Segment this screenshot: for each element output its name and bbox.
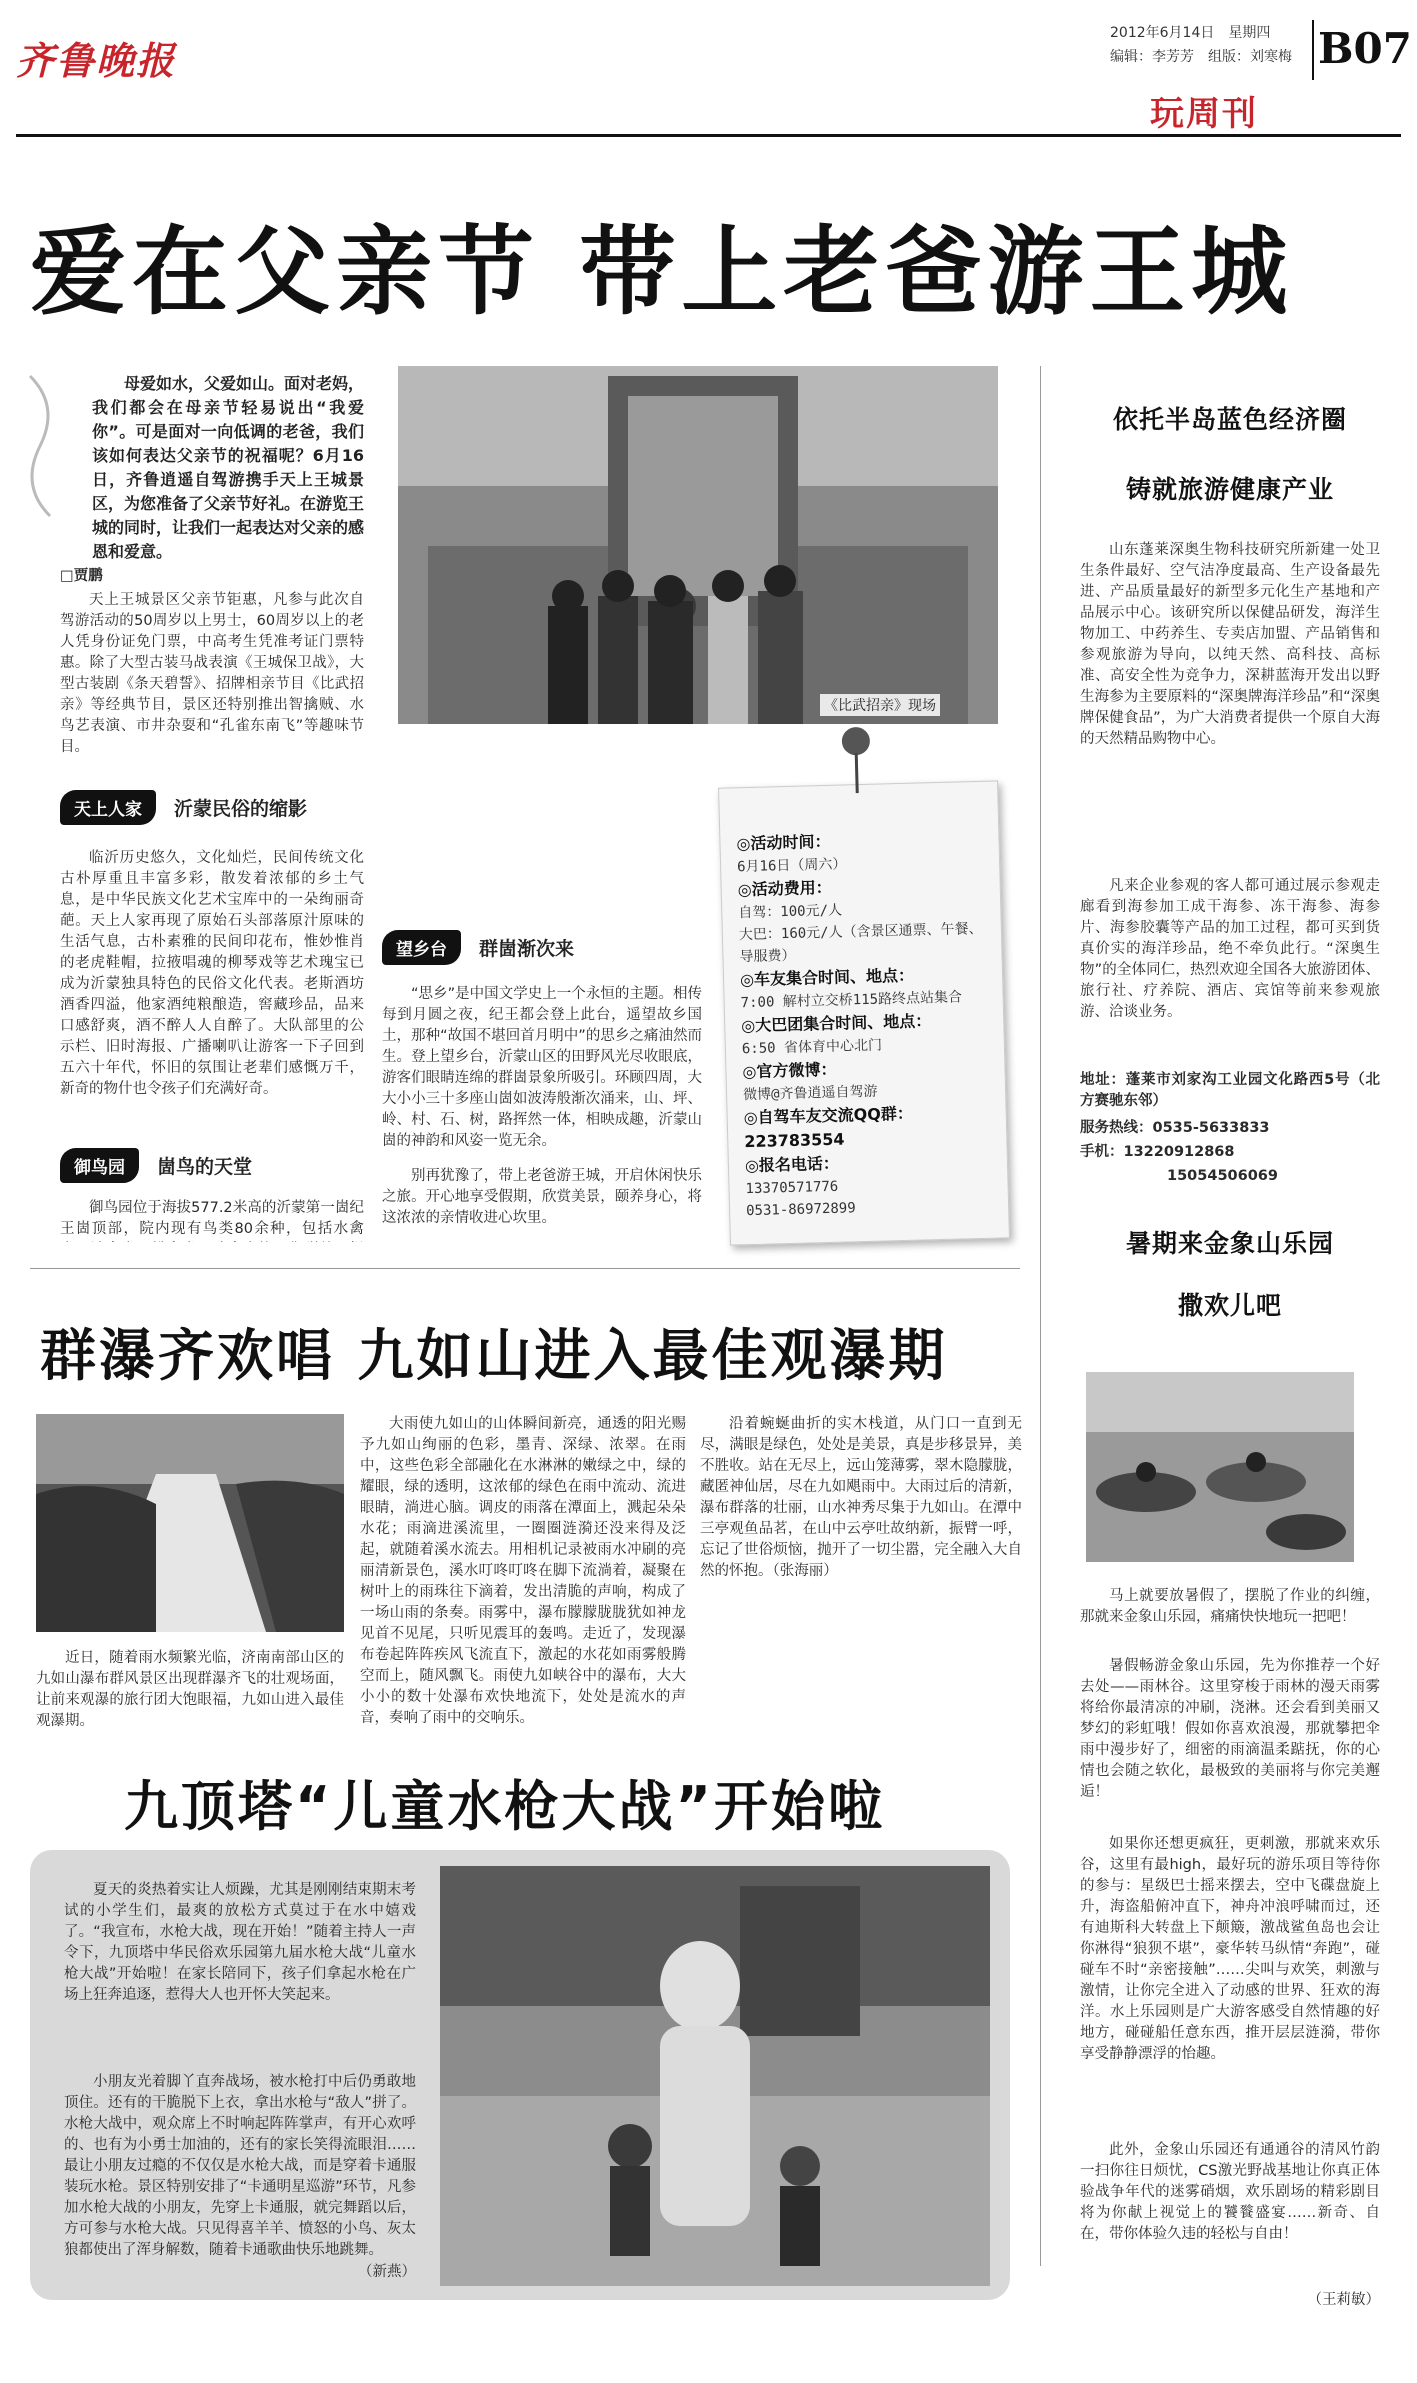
phone-heading: ◎报名电话： — [744, 1153, 840, 1176]
waterfall-text-2: 大雨使九如山的山体瞬间新亮，通透的阳光赐予九如山绚丽的色彩，墨青、深绿、浓翠。在雨中，这些色彩全部融化在水淋淋的嫩绿之中，绿的耀眼，绿的透明，这浓郁的绿色在雨中流动、流进眼睛，淌进心脑。调皮的雨落在潭面上，溅起朵朵水花；雨滴进溪流里，一圈圈涟漪还没来得及泛起，就随着溪水流去。用相机记录被雨水冲刷的亮丽清新景色，溪水叮咚叮咚在脚下流淌着，凝聚在树叶上的雨珠往下滴着，发出清脆的声响，构成了一场山雨的条奏。雨雾中，瀑布朦朦胧胧犹如神龙见首不见尾，只听见震耳的轰鸣。走近了，发现瀑布卷起阵阵疾风飞流直下，激起的水花如雨雾般腾空而上，随风飘飞。雨使九如峡谷中的瀑布，大大小小的数十处瀑布欢快地流下，处处是流水的声音，奏响了雨中的交响乐。 — [360, 1416, 686, 1726]
sidebar2-byline: （王莉敏） — [1307, 2292, 1380, 2308]
sidebar2-para-2: 暑假畅游金象山乐园，先为你推荐一个好去处——雨林谷。这里穿梭于雨林的漫天雨雾将给你最清凉的冲刷，浇淋。还会看到美丽又梦幻的彩虹哦！假如你喜欢浪漫，那就攀把伞雨中漫步好了，细密的雨滴温柔踮抚，你的心情也会随之软化，最极致的美丽将与你完美邂逅！ — [1080, 1658, 1380, 1800]
sidebar1-para-2: 凡来企业参观的客人都可通过展示参观走廊看到海参加工成干海参、冻干海参、海参片、海参胶囊等产品的加工过程，都可买到货真价实的海洋珍品，绝不牵负此行。“深奥生物”的全体同仁，热烈欢迎全国各大旅游团体、旅行社、疗养院、酒店、宾馆等前来参观旅游、洽谈业务。 — [1080, 878, 1380, 1020]
newspaper-masthead: 齐鲁晚报 — [16, 38, 177, 83]
fee-bus: 大巴：160元/人（含景区通票、午餐、导服费） — [738, 920, 983, 966]
main-byline: □贾鹏 — [60, 568, 103, 584]
sidebar1-mobile-1: 手机：13220912868 — [1080, 1144, 1235, 1160]
lead-paragraph: 母爱如水，父爱如山。面对老妈，我们都会在母亲节轻易说出“我爱你”。可是面对一向低调的老爸，我们该如何表达父亲节的祝福呢？6月16日，齐鲁逍遥自驾游携手天上王城景区，为您准备了父亲节好礼。在游览王城的同时，让我们一起表达对父亲的感恩和爱意。 — [92, 374, 365, 561]
section-divider — [30, 1268, 1020, 1269]
section3-text: “思乡”是中国文学史上一个永恒的主题。相传每到月圆之夜，纪王都会登上此台，遥望故乡国土，那种“故国不堪回首月明中”的思乡之痛油然而生。登上望乡台，沂蒙山区的田野风光尽收眼底，游客们眼睛连绵的群崮景象所吸引。环顾四周，大大小小三十多座山崮如波涛般渐次涌来，山、坪、岭、村、石、树，路挥然一体，相映成趣，沂蒙山崮的神韵和风姿一览无余。 — [382, 986, 702, 1149]
weibo-heading: ◎官方微博： — [742, 1059, 837, 1082]
watergun-photo — [440, 1866, 990, 2286]
section-tag-wangxiang — [382, 930, 574, 965]
watergun-byline: （新燕） — [358, 2264, 416, 2280]
section2-text-a: 御鸟园位于海拔577.2米高的沂蒙第一崮纪王崮顶部，院内现有鸟类80余种，包括水禽 — [60, 1200, 364, 1237]
sidebar1-title-2: 铸就旅游健康产业 — [1125, 475, 1334, 504]
sidebar1-mobile-2: 15054506069 — [1167, 1168, 1278, 1184]
closing-text: 别再犹豫了，带上老爸游王城，开启休闲快乐之旅。开心地享受假期，欣赏美景，颐养身心，将这浓浓的亲情收进心坎里。 — [382, 1168, 702, 1226]
header-rule — [16, 134, 1401, 137]
pushpin-icon — [835, 725, 877, 796]
lead-decoration — [20, 366, 80, 566]
watergun-headline: 九顶塔“儿童水枪大战”开始啦 — [124, 1775, 885, 1838]
waterfall-text-1: 近日，随着雨水频繁光临，济南南部山区的九如山瀑布群风景区出现群瀑齐飞的壮观场面，让前来观瀑的旅行团大饱眼福，九如山进入最佳观瀑期。 — [36, 1650, 344, 1729]
section-tag-subtitle: 群崮渐次来 — [479, 938, 575, 960]
fee-heading: ◎活动费用： — [737, 877, 832, 900]
weibo-value: 微博@齐鲁逍遥自驾游 — [742, 1083, 878, 1104]
sidebar1-para-1: 山东蓬莱深奥生物科技研究所新建一处卫生条件最好、空气洁净度最高、生产设备最先进、产品质量最好的新型多元化生产基地和产品展示中心。该研究所以保健品研发，海洋生物加工、中药养生、专卖店加盟、产品销售和参观旅游为导向，以纯天然、高科技、高标准、高安全性为竞争力，深耕蓝海开发出以野生海参为主要原料的“深奥牌海洋珍品”和“深奥牌保健食品”，为广大消费者提供一个原自大海的天然精品购物中心。 — [1080, 542, 1380, 747]
section-tag-yuniao — [60, 1148, 252, 1183]
activity-info-card — [718, 780, 1010, 1245]
editors-line: 编辑：李芳芳 组版：刘寒梅 — [1110, 49, 1292, 65]
car-meet-value: 7:00 解村立交桥115路终点站集合 — [740, 989, 963, 1012]
section-tag-subtitle: 沂蒙民俗的缩影 — [174, 798, 308, 820]
time-value: 6月16日（周六） — [736, 856, 847, 876]
sidebar1-phone: 服务热线：0535-5633833 — [1080, 1120, 1270, 1136]
header-divider — [1312, 20, 1314, 80]
waterfall-headline: 群瀑齐欢唱 九如山进入最佳观瀑期 — [40, 1324, 948, 1389]
car-meet-heading: ◎车友集合时间、地点： — [739, 965, 915, 990]
section-tag-pill: 天上人家 — [60, 790, 156, 825]
intro-paragraph: 天上王城景区父亲节钜惠，凡参与此次自驾游活动的50周岁以上男士，60周岁以上的老人凭身份证免门票，中高考生凭准考证门票特惠。除了大型古装马战表演《王城保卫战》，大型古装剧《条天碧誓》、招牌相亲节目《比武招亲》等经典节目，景区还特别推出智擒贼、水鸟艺表演、市井杂耍和“孔雀东南飞”等趣味节目。 — [60, 592, 364, 755]
watergun-para-2: 小朋友光着脚丫直奔战场，被水枪打中后仍勇敢地顶住。还有的干脆脱下上衣，拿出水枪与“敌人”拼了。水枪大战中，观众席上不时响起阵阵掌声，有开心欢呼的、也有为小勇士加油的，还有的家长笑得流眼泪……最让小朋友过瘾的不仅仅是水枪大战，而是穿着卡通服装玩水枪。景区特别安排了“卡通明星巡游”环节，凡参加水枪大战的小朋友，先穿上卡通服，就完舞蹈以后，方可参与水枪大战。只见得喜羊羊、愤怒的小鸟、灰太狼都使出了浑身解数，随着卡通歌曲快乐地跳舞。 — [64, 2074, 416, 2258]
bus-meet-value: 6:50 省体育中心北门 — [741, 1037, 883, 1058]
section-tag-subtitle: 崮鸟的天堂 — [157, 1156, 253, 1178]
phone-1: 13370571776 — [745, 1178, 839, 1198]
section-title: 玩周刊 — [1150, 94, 1258, 134]
section1-text: 临沂历史悠久，文化灿烂，民间传统文化古朴厚重且丰富多彩，散发着浓郁的乡土气息，是中华民族文化艺术宝库中的一朵绚丽奇葩。天上人家再现了原始石头部落原汁原味的生活气息，古朴素雅的民间印花布，惟妙惟肖的老虎鞋帽，拉掖唱魂的柳琴戏等艺术瑰宝已成为沂蒙独具特色的民俗文化代表。老斯酒坊酒香四溢，他家酒纯粮酿造，窖藏珍品，品来口感舒爽，酒不醉人人自醉了。大队部里的公示栏、旧时海报、广播喇叭让游客一下子回到五六十年代，怀旧的氛围让老辈们感慨万千，新奇的物什也令孩子们充满好奇。 — [60, 850, 364, 1097]
sidebar2-para-3: 如果你还想更疯狂，更刺激，那就来欢乐谷，这里有最high，最好玩的游乐项目等待你的参与：星级巴士摇来摆去，空中飞碟盘旋上升，海盗船俯冲直下，神舟冲浪呼啸而过，还有迪斯科大转盘上下颠簸，激战鲨鱼岛也会让你淋得“狼狈不堪”，豪华转马纵情“奔跑”，碰碰车不时“亲密接触”……尖叫与欢笑，刺激与激情，让你完全进入了动感的世界、狂欢的海洋。水上乐园则是广大游客感受自然情趣的好地方，碰碰船任意东西，推开层层涟漪，带你享受静静漂浮的怡趣。 — [1080, 1836, 1380, 2062]
sidebar2-para-4: 此外，金象山乐园还有通通谷的清风竹韵一扫你往日烦忧，CS激光野战基地让你真正体验战争年代的迷雾硝烟，欢乐剧场的精彩剧目将为你献上视觉上的饕餮盛宴……新奇、自在，带你体验久违的轻松与自由！ — [1080, 2142, 1380, 2242]
time-heading: ◎活动时间： — [736, 831, 831, 854]
sidebar1-title-1: 依托半岛蓝色经济圈 — [1112, 405, 1347, 434]
watergun-para-1: 夏天的炎热着实让人烦躁，尤其是刚刚结束期末考试的小学生们，最爽的放松方式莫过于在水中嬉戏了。“我宣布，水枪大战，现在开始！”随着主持人一声令下，九顶塔中华民俗欢乐园第九届水枪大战“儿童水枪大战”开始啦！在家长陪同下，孩子们拿起水枪在广场上狂奔追逐，惹得大人也开怀大笑起来。 — [64, 1882, 416, 2003]
page-number: B07 — [1318, 24, 1412, 73]
waterfall-text-3: 沿着蜿蜒曲折的实木栈道，从门口一直到无尽，满眼是绿色，处处是美景，真是步移景异，美不胜收。站在无尽上，远山笼薄雾，翠木隐朦胧，藏匿神仙居，尽在九如飓雨中。大雨过后的清新，瀑布群落的壮丽，山水神秀尽集于九如山。在潭中三亭观鱼品茗，在山中云亭吐故纳新，振臂一呼，忘记了世俗烦恼，抛开了一切尘嚣，完全融入大自然的怀抱。（张海丽） — [700, 1416, 1022, 1579]
sidebar2-title-2: 撒欢儿吧 — [1177, 1291, 1282, 1320]
section-tag-pill: 望乡台 — [382, 930, 461, 965]
waterfall-photo — [36, 1414, 344, 1632]
fee-selfdrive: 自驾：100元/人 — [738, 902, 843, 922]
sidebar2-para-1: 马上就要放暑假了，摆脱了作业的纠缠，那就来金象山乐园，痛痛快快地玩一把吧！ — [1080, 1588, 1380, 1625]
phone-2: 0531-86972899 — [745, 1200, 856, 1220]
main-photo-caption: 《比武招亲》现场 — [820, 694, 940, 716]
bus-meet-heading: ◎大巴团集合时间、地点： — [741, 1011, 932, 1036]
section2-text-b — [382, 738, 702, 938]
sidebar-divider — [1040, 366, 1041, 2266]
section-tag-tianshang — [60, 790, 307, 825]
sidebar1-address: 地址：蓬莱市刘家沟工业园文化路西5号（北方赛驰东邻） — [1080, 1072, 1380, 1109]
main-headline: 爱在父亲节 带上老爸游王城 — [30, 216, 1294, 328]
qq-group: ◎自驾车友交流QQ群：223783554 — [743, 1103, 914, 1152]
main-photo — [398, 366, 998, 724]
date-line: 2012年6月14日 星期四 — [1110, 25, 1271, 41]
sidebar2-photo — [1086, 1372, 1354, 1562]
sidebar2-title-1: 暑期来金象山乐园 — [1125, 1229, 1334, 1258]
section-tag-pill: 御鸟园 — [60, 1148, 139, 1183]
